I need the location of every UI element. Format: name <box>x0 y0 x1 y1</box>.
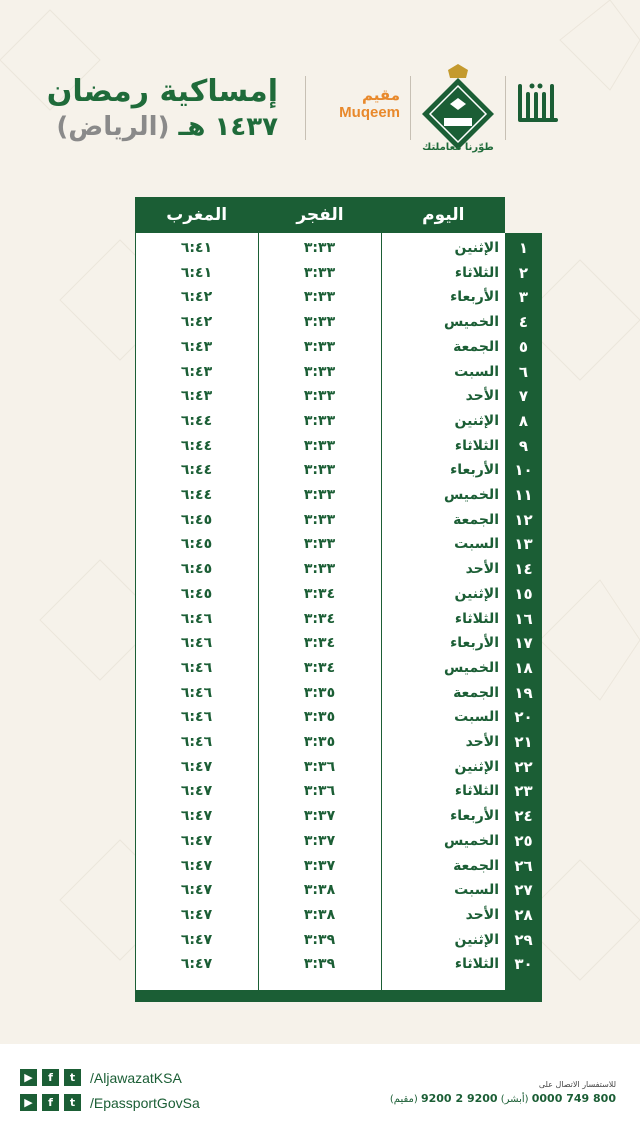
fajr-time: ٣:٣٧ <box>303 832 336 849</box>
day-name: الإثنين <box>454 931 499 948</box>
social-handle-aljawazat[interactable]: /AljawazatKSA <box>90 1069 182 1086</box>
day-number: ٨ <box>518 411 529 430</box>
fajr-time: ٣:٣٥ <box>303 684 336 701</box>
day-number: ١٣ <box>514 535 533 554</box>
header-day: اليوم <box>422 205 465 225</box>
fajr-time: ٣:٣٣ <box>303 264 336 281</box>
maghrib-time: ٦:٤٧ <box>180 808 213 825</box>
table-header <box>135 197 505 233</box>
maghrib-time: ٦:٤٣ <box>180 388 213 405</box>
table-row <box>135 779 542 804</box>
day-name: الأربعاء <box>450 808 499 825</box>
maghrib-time: ٦:٤٤ <box>180 462 213 479</box>
twitter-icon[interactable]: t <box>64 1069 81 1086</box>
youtube-icon[interactable]: ▶ <box>20 1094 37 1111</box>
maghrib-time: ٦:٤٢ <box>180 289 213 306</box>
contact-numbers <box>390 1092 616 1105</box>
social-row-aljawazat <box>20 1069 182 1086</box>
table-row <box>135 335 542 360</box>
header-divider <box>410 76 411 140</box>
fajr-time: ٣:٣٤ <box>303 659 336 676</box>
maghrib-time: ٦:٤١ <box>180 264 213 281</box>
day-name: الجمعة <box>453 857 499 874</box>
maghrib-time: ٦:٤٧ <box>180 758 213 775</box>
day-number: ١٥ <box>514 584 533 603</box>
day-name: الأربعاء <box>450 289 499 306</box>
fajr-time: ٣:٣٩ <box>303 956 336 973</box>
fajr-time: ٣:٣٤ <box>303 610 336 627</box>
day-number: ٢٩ <box>514 930 533 949</box>
day-number: ٢٥ <box>514 831 533 850</box>
fajr-time: ٣:٣٣ <box>303 561 336 578</box>
table-row <box>135 236 542 261</box>
page-subtitle <box>56 112 278 142</box>
day-name: الأربعاء <box>450 462 499 479</box>
table-row <box>135 730 542 755</box>
table-row <box>135 854 542 879</box>
day-name: الثلاثاء <box>454 783 499 800</box>
facebook-icon[interactable]: f <box>42 1069 59 1086</box>
muqeem-logo-ar: مقيم <box>362 86 400 104</box>
day-number: ٢٨ <box>514 905 533 924</box>
fajr-time: ٣:٣٣ <box>303 338 336 355</box>
day-number: ٢١ <box>514 733 533 751</box>
maghrib-time: ٦:٤٦ <box>180 610 213 627</box>
table-row <box>135 755 542 780</box>
day-number: ١٧ <box>514 634 533 653</box>
table-row <box>135 631 542 656</box>
table-row <box>135 656 542 681</box>
day-number: ٢٦ <box>514 856 533 875</box>
table-row <box>135 804 542 829</box>
table-row <box>135 261 542 286</box>
day-number: ٤ <box>518 313 529 332</box>
fajr-time: ٣:٣٣ <box>303 536 336 553</box>
maghrib-time: ٦:٤٧ <box>180 931 213 948</box>
absher-label: (أبشر) <box>500 1094 529 1105</box>
maghrib-time: ٦:٤٧ <box>180 783 213 800</box>
fajr-time: ٣:٣٦ <box>303 783 336 800</box>
muqeem-logo-en: Muqeem <box>339 104 400 121</box>
muqeem-logo <box>330 86 400 121</box>
header-fajr: الفجر <box>296 205 344 225</box>
table-row <box>135 607 542 632</box>
day-name: الثلاثاء <box>454 956 499 973</box>
day-number: ٢ <box>518 263 529 282</box>
table-row <box>135 829 542 854</box>
day-name: الثلاثاء <box>454 437 499 454</box>
table-row <box>135 681 542 706</box>
maghrib-time: ٦:٤٥ <box>180 511 213 528</box>
fajr-time: ٣:٣٥ <box>303 734 336 750</box>
muqeem-label: (مقيم) <box>389 1094 418 1105</box>
day-number: ١٨ <box>514 658 533 677</box>
emblem-tagline: طوّرنا معاملتك <box>422 142 494 153</box>
day-number: ٢٠ <box>514 708 533 727</box>
fajr-time: ٣:٣٣ <box>303 363 336 380</box>
maghrib-time: ٦:٤١ <box>180 240 213 256</box>
maghrib-time: ٦:٤٦ <box>180 684 213 701</box>
day-name: السبت <box>454 709 499 726</box>
table-row <box>135 458 542 483</box>
day-name: الثلاثاء <box>454 610 499 627</box>
maghrib-time: ٦:٤٥ <box>180 561 213 578</box>
day-name: السبت <box>454 882 499 899</box>
phone-muqeem[interactable]: 9200 2 9200 <box>420 1092 498 1105</box>
day-number: ١٤ <box>514 560 533 579</box>
day-number: ١٢ <box>514 510 533 529</box>
imsakiya-table <box>135 197 542 1002</box>
day-name: الأحد <box>465 734 499 750</box>
day-number: ١ <box>518 239 529 257</box>
day-number: ٣٠ <box>514 955 533 974</box>
day-name: الخميس <box>443 487 499 503</box>
table-row <box>135 952 542 977</box>
table-row <box>135 508 542 533</box>
fajr-time: ٣:٣٣ <box>303 487 336 503</box>
fajr-time: ٣:٣٦ <box>303 758 336 775</box>
maghrib-time: ٦:٤٦ <box>180 709 213 726</box>
day-name: الإثنين <box>454 585 499 602</box>
day-number: ٦ <box>518 362 529 381</box>
day-name: الإثنين <box>454 758 499 775</box>
day-number: ١٩ <box>514 683 533 702</box>
youtube-icon[interactable]: ▶ <box>20 1069 37 1086</box>
maghrib-time: ٦:٤٧ <box>180 857 213 874</box>
twitter-icon[interactable]: t <box>64 1094 81 1111</box>
maghrib-time: ٦:٤٦ <box>180 734 213 750</box>
day-name: الجمعة <box>453 684 499 701</box>
header-divider <box>505 76 506 140</box>
day-name: الإثنين <box>454 240 499 256</box>
fajr-time: ٣:٣٥ <box>303 709 336 726</box>
social-row-epassport <box>20 1094 200 1111</box>
day-name: الثلاثاء <box>454 264 499 281</box>
day-name: الأربعاء <box>450 635 499 652</box>
day-name: الأحد <box>465 561 499 578</box>
fajr-time: ٣:٣٧ <box>303 808 336 825</box>
fajr-time: ٣:٣٩ <box>303 931 336 948</box>
fajr-time: ٣:٣٤ <box>303 635 336 652</box>
table-row <box>135 434 542 459</box>
fajr-time: ٣:٣٣ <box>303 412 336 429</box>
fajr-time: ٣:٣٣ <box>303 314 336 331</box>
maghrib-time: ٦:٤٤ <box>180 487 213 503</box>
day-name: الخميس <box>443 832 499 849</box>
day-number: ٢٤ <box>514 807 533 826</box>
day-name: الأحد <box>465 388 499 405</box>
maghrib-time: ٦:٤٦ <box>180 635 213 652</box>
fajr-time: ٣:٣٨ <box>303 882 336 899</box>
day-name: الخميس <box>443 659 499 676</box>
day-name: الجمعة <box>453 511 499 528</box>
table-row <box>135 532 542 557</box>
day-number: ٣ <box>518 288 529 307</box>
table-row <box>135 483 542 508</box>
day-number: ٢٧ <box>514 881 533 900</box>
table-row <box>135 384 542 409</box>
maghrib-time: ٦:٤٧ <box>180 832 213 849</box>
day-number: ١٠ <box>514 461 533 480</box>
fajr-time: ٣:٣٣ <box>303 462 336 479</box>
footer <box>0 1044 640 1136</box>
day-name: السبت <box>454 363 499 380</box>
table-row <box>135 285 542 310</box>
table-row <box>135 310 542 335</box>
maghrib-time: ٦:٤٣ <box>180 338 213 355</box>
year-label: ١٤٣٧ هـ <box>178 112 278 142</box>
maghrib-time: ٦:٤٣ <box>180 363 213 380</box>
day-number: ١١ <box>514 486 533 504</box>
maghrib-time: ٦:٤٥ <box>180 536 213 553</box>
maghrib-time: ٦:٤٧ <box>180 882 213 899</box>
table-row <box>135 409 542 434</box>
fajr-time: ٣:٣٣ <box>303 240 336 256</box>
fajr-time: ٣:٣٤ <box>303 585 336 602</box>
day-number: ١٦ <box>514 609 533 628</box>
fajr-time: ٣:٣٣ <box>303 388 336 405</box>
day-number: ٧ <box>518 387 529 406</box>
absher-logo-icon <box>508 76 568 136</box>
day-name: السبت <box>454 536 499 553</box>
contact-label: للاستفسار الاتصال على <box>538 1080 616 1089</box>
day-number: ٩ <box>518 436 529 455</box>
fajr-time: ٣:٣٣ <box>303 437 336 454</box>
day-name: الإثنين <box>454 412 499 429</box>
day-name: الخميس <box>443 314 499 331</box>
table-row <box>135 360 542 385</box>
day-name: الأحد <box>465 906 499 923</box>
fajr-time: ٣:٣٧ <box>303 857 336 874</box>
header-divider <box>305 76 306 140</box>
header-maghrib: المغرب <box>166 205 228 225</box>
maghrib-time: ٦:٤٤ <box>180 412 213 429</box>
day-number: ٥ <box>518 337 529 356</box>
maghrib-time: ٦:٤٤ <box>180 437 213 454</box>
facebook-icon[interactable]: f <box>42 1094 59 1111</box>
table-row <box>135 705 542 730</box>
table-row <box>135 557 542 582</box>
day-number: ٢٣ <box>514 782 533 801</box>
maghrib-time: ٦:٤٧ <box>180 906 213 923</box>
fajr-time: ٣:٣٣ <box>303 511 336 528</box>
city-label: (الرياض) <box>56 112 170 142</box>
table-row <box>135 903 542 928</box>
day-name: الجمعة <box>453 338 499 355</box>
social-handle-epassport[interactable]: /EpassportGovSa <box>90 1094 200 1111</box>
header <box>0 0 640 180</box>
page-title: إمساكية رمضان <box>46 74 278 109</box>
table-row <box>135 928 542 953</box>
fajr-time: ٣:٣٨ <box>303 906 336 923</box>
day-number: ٢٢ <box>514 757 533 776</box>
maghrib-time: ٦:٤٧ <box>180 956 213 973</box>
fajr-time: ٣:٣٣ <box>303 289 336 306</box>
maghrib-time: ٦:٤٥ <box>180 585 213 602</box>
table-footer-bar <box>135 990 542 1002</box>
table-row <box>135 878 542 903</box>
phone-absher[interactable]: 800 749 0000 <box>531 1092 616 1105</box>
maghrib-time: ٦:٤٦ <box>180 659 213 676</box>
table-row <box>135 582 542 607</box>
maghrib-time: ٦:٤٢ <box>180 314 213 331</box>
